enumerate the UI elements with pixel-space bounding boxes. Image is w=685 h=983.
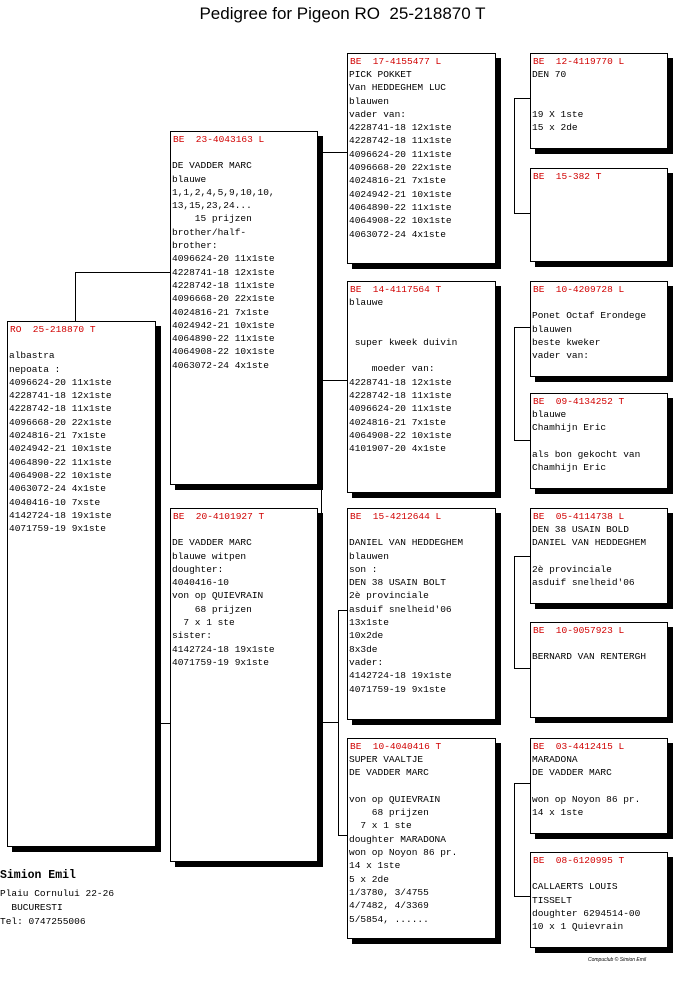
pedigree-text-line: 8x3de — [349, 643, 378, 655]
pedigree-text-line: 19 X 1ste — [532, 108, 584, 120]
pedigree-text-line: Ponet Octaf Erondege — [532, 310, 647, 322]
ring-number: BE 08-6120995 T — [533, 855, 625, 866]
connector-line — [514, 783, 530, 784]
pedigree-text-line: 4064908-22 10x1ste — [172, 346, 275, 358]
pedigree-text-line: 4142724-18 19x1ste — [172, 643, 275, 655]
owner-address-line2: BUCURESTI — [0, 902, 63, 913]
pedigree-text-line: 13x1ste — [349, 617, 389, 629]
pedigree-text-line: 4071759-19 9x1ste — [349, 683, 446, 695]
pedigree-box-subject[interactable] — [7, 321, 156, 847]
pedigree-text-line: 13,15,23,24... — [172, 200, 252, 212]
pedigree-text-line: DEN 70 — [532, 69, 567, 80]
pedigree-text-line: 5 x 2de — [349, 873, 389, 885]
pedigree-box-sire-dam[interactable] — [347, 281, 496, 493]
pedigree-text-line: 4096624-20 11x1ste — [349, 148, 452, 160]
connector-line — [514, 896, 530, 897]
pedigree-text-line: asduif snelheid'06 — [532, 577, 635, 589]
pedigree-text-line: doughter 6294514-00 — [532, 907, 641, 919]
pedigree-text-line: PICK POKKET — [349, 69, 412, 80]
connector-line — [514, 668, 530, 669]
pedigree-text-line: DEN 38 USAIN BOLT — [349, 577, 446, 589]
pedigree-text-line: vader: — [349, 656, 384, 668]
pedigree-text-line: 4096624-20 11x1ste — [9, 376, 112, 388]
pedigree-text-line: super kweek duivin — [349, 336, 458, 348]
pedigree-text-line: SUPER VAALTJE — [349, 754, 424, 765]
pedigree-box-ggp-6[interactable] — [530, 622, 668, 718]
ring-number: BE 10-9057923 L — [533, 625, 625, 636]
pedigree-text-line: 4024942-21 10x1ste — [172, 319, 275, 331]
pedigree-text-line — [531, 637, 667, 650]
pedigree-text-line: DANIEL VAN HEDDEGHEM — [349, 537, 464, 549]
pedigree-text-line: 10x2de — [349, 630, 384, 642]
pedigree-box-ggp-5[interactable] — [530, 508, 668, 604]
pedigree-text-line: 1/3780, 3/4755 — [349, 886, 429, 898]
pedigree-text-line — [171, 523, 317, 536]
pedigree-text-line: doughter MARADONA — [349, 833, 446, 845]
pedigree-text-line: 4228741-18 12x1ste — [349, 122, 452, 134]
pedigree-text-line: 4142724-18 19x1ste — [349, 670, 452, 682]
pedigree-text-line: 68 prijzen — [349, 807, 429, 819]
connector-line — [321, 722, 338, 723]
pedigree-text-line: won op Noyon 86 pr. — [349, 847, 458, 859]
ring-number: BE 15-4212644 L — [350, 511, 442, 522]
pedigree-text-line: 15 prijzen — [172, 213, 252, 225]
pedigree-text-line: 4096668-20 22x1ste — [9, 416, 112, 428]
pedigree-text-line: 4071759-19 9x1ste — [9, 523, 106, 535]
pedigree-text-line — [348, 323, 495, 336]
pedigree-text-line: 4064890-22 11x1ste — [349, 201, 452, 213]
pedigree-text-line: 4024942-21 10x1ste — [349, 188, 452, 200]
pedigree-text-line: von op QUIEVRAIN — [172, 590, 264, 602]
connector-line — [514, 783, 515, 896]
ring-number: BE 09-4134252 T — [533, 396, 625, 407]
pedigree-text-line — [531, 296, 667, 309]
connector-line — [75, 272, 76, 322]
pedigree-text-line: doughter: — [172, 563, 224, 575]
pedigree-text-line: 10 x 1 Quievrain — [532, 921, 624, 933]
connector-line — [514, 98, 515, 213]
connector-line — [75, 272, 171, 273]
connector-line — [514, 327, 530, 328]
pedigree-text-line — [531, 435, 667, 448]
pedigree-text-line: DEN 38 USAIN BOLD — [532, 524, 629, 535]
pedigree-text-line: albastra — [9, 350, 55, 362]
pedigree-text-line: 4064908-22 10x1ste — [9, 469, 112, 481]
pedigree-text-line: DANIEL VAN HEDDEGHEM — [532, 537, 647, 549]
pedigree-text-line: 4228742-18 11x1ste — [349, 390, 452, 402]
pedigree-box-sire[interactable] — [170, 131, 318, 485]
pedigree-text-line: sister: — [172, 630, 212, 642]
pedigree-text-line: 2è provinciale — [349, 590, 429, 602]
pedigree-box-ggp-4[interactable] — [530, 393, 668, 489]
pedigree-text-line: 7 x 1 ste — [349, 820, 412, 832]
pedigree-text-line: als bon gekocht van — [532, 448, 641, 460]
pedigree-text-line: 4071759-19 9x1ste — [172, 656, 269, 668]
pedigree-text-line: brother: — [172, 240, 218, 252]
pedigree-text-line: 4063072-24 4x1ste — [349, 228, 446, 240]
pedigree-text-line: 1,1,2,4,5,9,10,10, — [172, 186, 275, 198]
connector-line — [514, 556, 530, 557]
connector-line — [514, 327, 515, 440]
pedigree-text-line: beste kweker — [532, 336, 601, 348]
pedigree-text-line: 5/5854, ...... — [349, 913, 429, 925]
pedigree-text-line: 4228741-18 12x1ste — [172, 266, 275, 278]
pedigree-box-sire-sire[interactable] — [347, 53, 496, 264]
pedigree-box-dam-dam[interactable] — [347, 738, 496, 939]
owner-phone: Tel: 0747255006 — [0, 916, 86, 927]
pedigree-text-line: vader van: — [532, 350, 590, 362]
pedigree-text-line: BERNARD VAN RENTERGH — [532, 651, 647, 663]
pedigree-text-line: DE VADDER MARC — [349, 767, 429, 779]
owner-name: Simion Emil — [0, 869, 76, 882]
pedigree-text-line: 4063072-24 4x1ste — [9, 483, 106, 495]
pedigree-text-line: 4064908-22 10x1ste — [349, 215, 452, 227]
pedigree-text-line: 4096624-20 11x1ste — [349, 403, 452, 415]
ring-number: BE 03-4412415 L — [533, 741, 625, 752]
pedigree-text-line: Chamhijn Eric — [532, 462, 607, 474]
pedigree-text-line: 14 x 1ste — [349, 860, 401, 872]
pedigree-text-line: 7 x 1 ste — [172, 617, 235, 629]
pedigree-box-ggp-7[interactable] — [530, 738, 668, 834]
ring-number: BE 05-4114738 L — [533, 511, 625, 522]
pedigree-text-line: 14 x 1ste — [532, 807, 584, 819]
pedigree-text-line — [171, 146, 317, 159]
pedigree-text-line: won op Noyon 86 pr. — [532, 793, 641, 805]
pedigree-text-line: 4040416-10 7xste — [9, 496, 101, 508]
pedigree-text-line: blauwe — [172, 173, 207, 185]
pedigree-box-dam-sire[interactable] — [347, 508, 496, 720]
pedigree-text-line: 4096624-20 11x1ste — [172, 253, 275, 265]
pedigree-text-line: 4/7482, 4/3369 — [349, 900, 429, 912]
pedigree-text-line: 4063072-24 4x1ste — [172, 359, 269, 371]
pedigree-text-line — [348, 523, 495, 536]
connector-line — [321, 380, 348, 381]
pedigree-text-line: blauwen — [349, 95, 389, 107]
connector-line — [321, 152, 322, 542]
pedigree-text-line: 4101907-20 4x1ste — [349, 443, 446, 455]
pedigree-text-line: asduif snelheid'06 — [349, 603, 452, 615]
pedigree-text-line: 4024816-21 7x1ste — [349, 416, 446, 428]
pedigree-text-line: MARADONA — [532, 754, 578, 765]
pedigree-box-dam[interactable] — [170, 508, 318, 862]
pedigree-text-line: 4024942-21 10x1ste — [9, 443, 112, 455]
pedigree-text-line: 4142724-18 19x1ste — [9, 509, 112, 521]
pedigree-text-line: nepoata : — [9, 363, 61, 375]
pedigree-text-line: 4064908-22 10x1ste — [349, 429, 452, 441]
pedigree-text-line — [531, 550, 667, 563]
pedigree-text-line: CALLAERTS LOUIS — [532, 881, 618, 893]
pedigree-text-line: Chamhijn Eric — [532, 422, 607, 434]
pedigree-text-line: 4228741-18 12x1ste — [9, 390, 112, 402]
connector-line — [514, 213, 530, 214]
ring-number: BE 15-382 T — [533, 171, 602, 182]
connector-line — [514, 440, 530, 441]
pedigree-text-line: DE VADDER MARC — [532, 767, 612, 779]
ring-number: BE 20-4101927 T — [173, 511, 265, 522]
pedigree-text-line: 4064890-22 11x1ste — [172, 333, 275, 345]
pedigree-text-line: brother/half- — [172, 226, 247, 238]
pedigree-text-line — [348, 309, 495, 322]
pedigree-text-line: 4228742-18 11x1ste — [9, 403, 112, 415]
connector-line — [321, 152, 348, 153]
ring-number: BE 10-4209728 L — [533, 284, 625, 295]
pedigree-text-line: DE VADDER MARC — [172, 160, 252, 172]
pedigree-text-line: TISSELT — [532, 894, 572, 906]
pedigree-text-line: blauwe — [349, 297, 384, 308]
pedigree-text-line: 4024816-21 7x1ste — [172, 306, 269, 318]
pedigree-text-line: blauwen — [532, 323, 572, 335]
pedigree-text-line: 4096668-20 22x1ste — [172, 293, 275, 305]
pedigree-text-line: 68 prijzen — [172, 603, 252, 615]
pedigree-box-ggp-2[interactable] — [530, 168, 668, 262]
pedigree-text-line: son : — [349, 563, 378, 575]
connector-line — [514, 98, 530, 99]
ring-number: BE 10-4040416 T — [350, 741, 442, 752]
pedigree-text-line — [8, 336, 155, 349]
pedigree-text-line: vader van: — [349, 108, 407, 120]
pedigree-text-line — [531, 81, 667, 94]
pedigree-text-line: 4024816-21 7x1ste — [349, 175, 446, 187]
connector-line — [338, 610, 339, 835]
pedigree-text-line: DE VADDER MARC — [172, 537, 252, 549]
ring-number: RO 25-218870 T — [10, 324, 96, 335]
pedigree-text-line: blauwen — [349, 550, 389, 562]
pedigree-box-ggp-8[interactable] — [530, 852, 668, 948]
connector-line — [514, 556, 515, 668]
software-credit: Compuclub © Simion Emil — [588, 957, 647, 963]
pedigree-text-line: Van HEDDEGHEM LUC — [349, 82, 446, 94]
pedigree-text-line — [531, 867, 667, 880]
owner-address-line1: Plaiu Cornului 22-26 — [0, 888, 115, 899]
ring-number: BE 23-4043163 L — [173, 134, 265, 145]
pedigree-text-line: 2è provinciale — [532, 563, 612, 575]
pedigree-text-line — [348, 780, 495, 793]
pedigree-text-line: 15 x 2de — [532, 122, 578, 134]
ring-number: BE 14-4117564 T — [350, 284, 442, 295]
pedigree-text-line — [531, 780, 667, 793]
pedigree-text-line: blauwe — [532, 409, 567, 420]
pedigree-text-line: 4228741-18 12x1ste — [349, 376, 452, 388]
ring-number: BE 17-4155477 L — [350, 56, 442, 67]
pedigree-text-line: von op QUIEVRAIN — [349, 793, 441, 805]
pedigree-text-line: 4096668-20 22x1ste — [349, 162, 452, 174]
pedigree-text-line: 4024816-21 7x1ste — [9, 430, 106, 442]
pedigree-text-line: blauwe witpen — [172, 550, 247, 562]
pedigree-text-line: 4228742-18 11x1ste — [349, 135, 452, 147]
pedigree-text-line: 4064890-22 11x1ste — [9, 456, 112, 468]
pedigree-text-line — [348, 349, 495, 362]
pedigree-box-ggp-1[interactable] — [530, 53, 668, 149]
pedigree-text-line: 4040416-10 — [172, 577, 230, 589]
pedigree-text-line: moeder van: — [349, 363, 435, 375]
page-title: Pedigree for Pigeon RO 25-218870 T — [199, 4, 486, 23]
pedigree-text-line: 4228742-18 11x1ste — [172, 279, 275, 291]
ring-number: BE 12-4119770 L — [533, 56, 625, 67]
pedigree-box-ggp-3[interactable] — [530, 281, 668, 377]
pedigree-text-line — [531, 95, 667, 108]
